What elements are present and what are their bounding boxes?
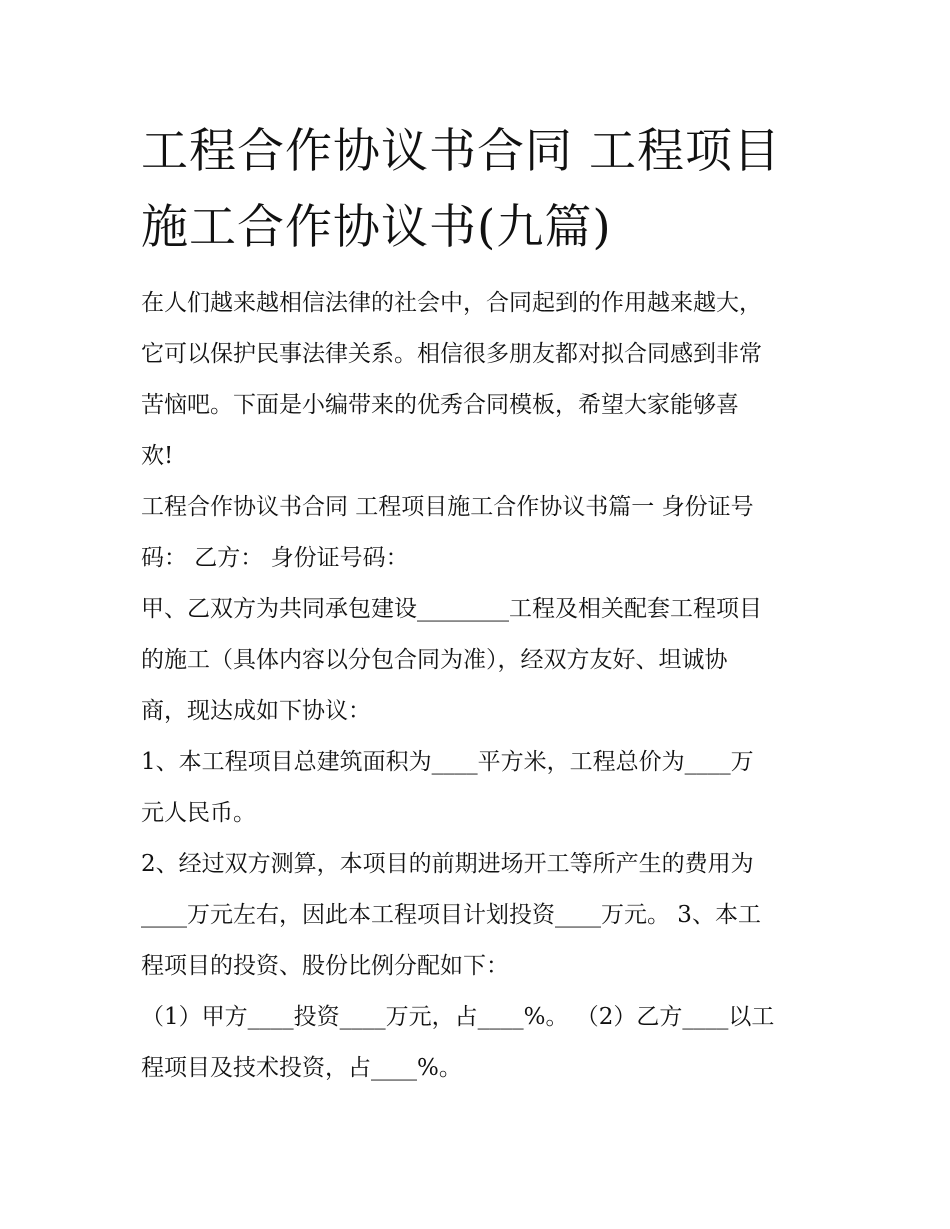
agreement-preamble-paragraph — [141, 584, 813, 737]
text-line: ____万元左右，因此本工程项目计划投资____万元。 3、本工 — [141, 902, 761, 928]
text-line: 程项目的投资、股份比例分配如下： — [141, 953, 509, 979]
text-line: 元人民币。 — [141, 800, 256, 826]
intro-paragraph — [141, 278, 813, 482]
text-line: 程项目及技术投资，占____%。 — [141, 1055, 462, 1081]
title-line-2: 施工合作协议书(九篇) — [141, 200, 612, 255]
title-line-1: 工程合作协议书合同 工程项目 — [141, 124, 781, 179]
text-line: 2、经过双方测算，本项目的前期进场开工等所产生的费用为 — [141, 851, 754, 877]
section-heading-paragraph — [141, 482, 813, 584]
text-line: 甲、乙双方为共同承包建设________工程及相关配套工程项目 — [141, 596, 762, 622]
clause-1-paragraph — [141, 737, 813, 839]
share-allocation-paragraph — [141, 992, 813, 1094]
text-line: 苦恼吧。下面是小编带来的优秀合同模板，希望大家能够喜 — [141, 392, 739, 418]
document-page — [141, 114, 813, 1094]
clause-2-3-paragraph — [141, 839, 813, 992]
text-line: 在人们越来越相信法律的社会中，合同起到的作用越来越大， — [141, 290, 762, 316]
text-line: 它可以保护民事法律关系。相信很多朋友都对拟合同感到非常 — [141, 341, 762, 367]
text-line: 码： 乙方： 身份证号码： — [141, 545, 409, 571]
text-line: 的施工（具体内容以分包合同为准），经双方友好、坦诚协 — [141, 647, 728, 673]
text-line: 工程合作协议书合同 工程项目施工合作协议书篇一 身份证号 — [141, 494, 754, 520]
document-title — [141, 114, 813, 266]
text-line: 商，现达成如下协议： — [141, 698, 371, 724]
text-line: （1）甲方____投资____万元，占____%。 （2）乙方____以工 — [141, 1004, 775, 1030]
text-line: 1、本工程项目总建筑面积为____平方米，工程总价为____万 — [141, 749, 754, 775]
text-line: 欢! — [141, 443, 174, 469]
